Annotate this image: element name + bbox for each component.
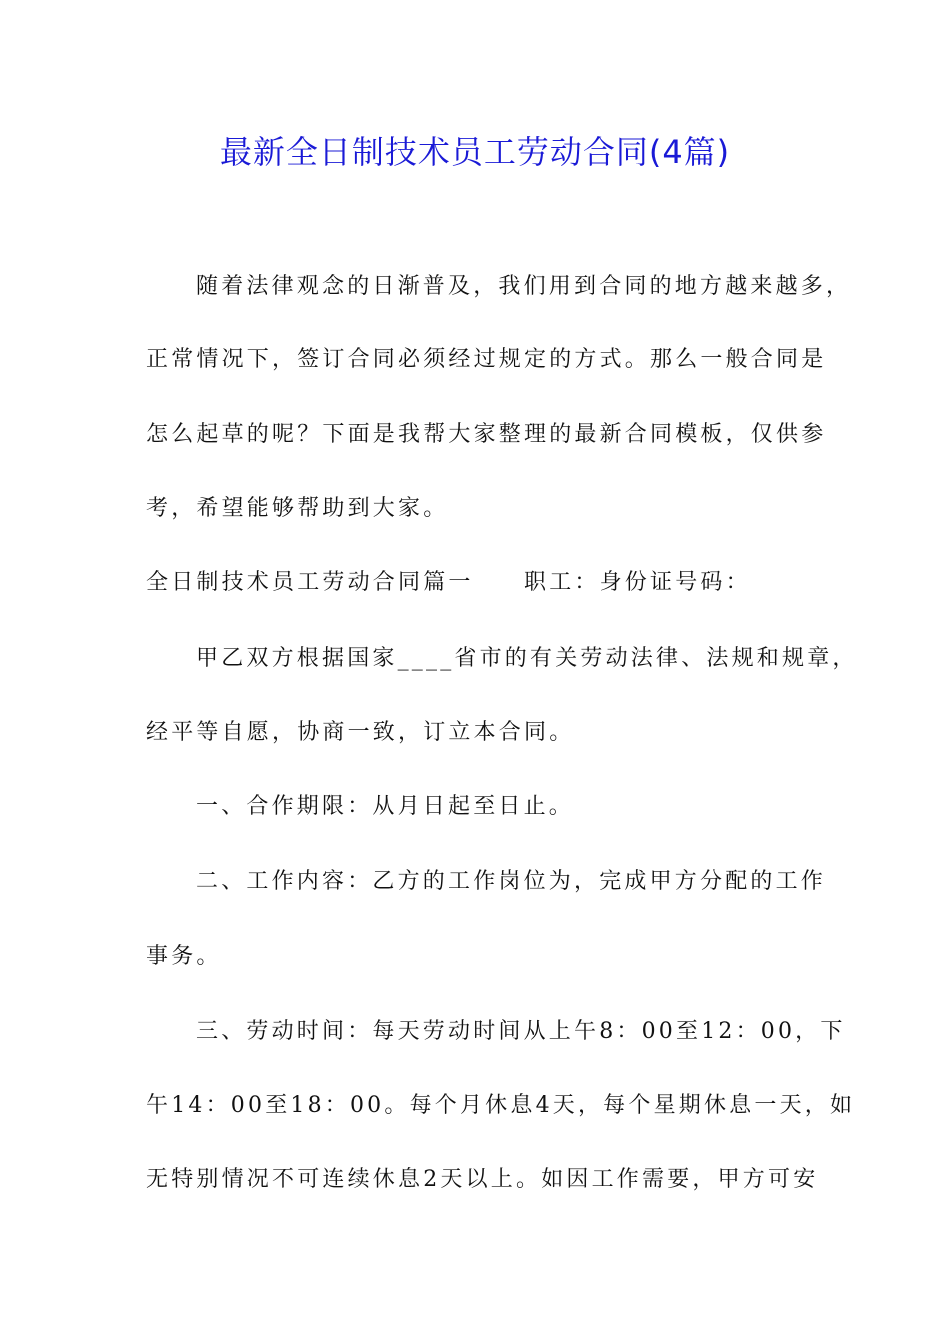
clause-line: 三、劳动时间：每天劳动时间从上午8：00至12：00，下 (196, 1019, 846, 1044)
paragraph-line: 事务。 (146, 944, 222, 969)
paragraph-line: 正常情况下，签订合同必须经过规定的方式。那么一般合同是 (146, 347, 827, 372)
paragraph-line: 随着法律观念的日渐普及，我们用到合同的地方越来越多， (196, 274, 852, 299)
paragraph-line: 怎么起草的呢？下面是我帮大家整理的最新合同模板，仅供参 (146, 422, 827, 447)
section-heading-line: 全日制技术员工劳动合同篇一 职工：身份证号码： (146, 570, 751, 595)
clause-line: 二、工作内容：乙方的工作岗位为，完成甲方分配的工作 (196, 869, 827, 894)
clause-line: 一、合作期限：从月日起至日止。 (196, 794, 575, 819)
paragraph-line: 经平等自愿，协商一致，订立本合同。 (146, 720, 575, 745)
paragraph-line: 考，希望能够帮助到大家。 (146, 496, 449, 521)
paragraph-line: 无特别情况不可连续休息2天以上。如因工作需要，甲方可安 (146, 1167, 819, 1192)
document-title: 最新全日制技术员工劳动合同(4篇) (219, 133, 731, 171)
paragraph-line: 甲乙双方根据国家____省市的有关劳动法律、法规和规章， (196, 646, 858, 671)
paragraph-line: 午14：00至18：00。每个月休息4天，每个星期休息一天，如 (146, 1093, 856, 1118)
